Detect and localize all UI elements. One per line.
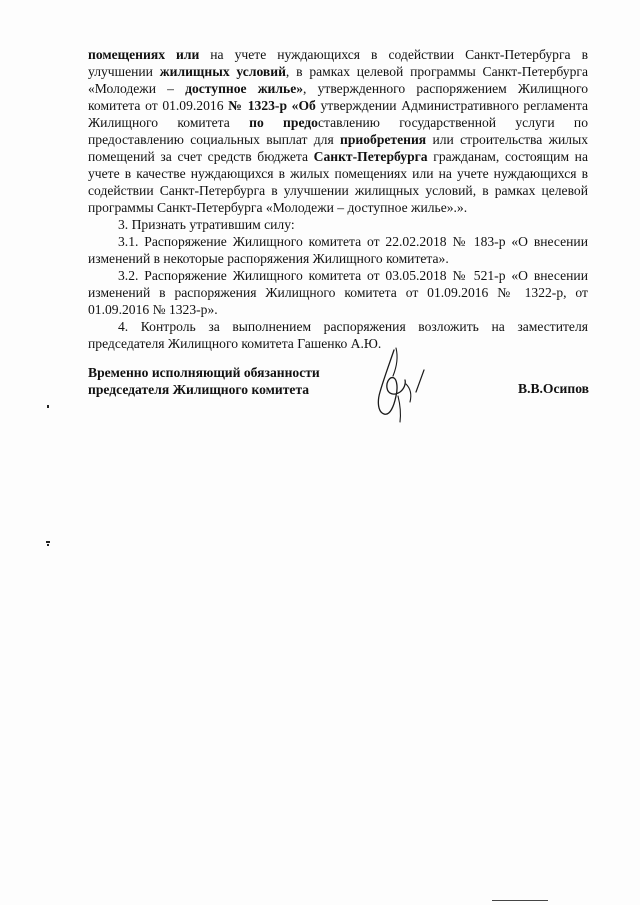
text-segment: утверждении Административного регламента Жилищного комитета (88, 98, 588, 130)
text-segment: Санкт-Петербурга (313, 149, 428, 164)
handwritten-signature (360, 344, 444, 424)
text-segment: , утвержденного распоряжением Жилищного комитета от 01.09.2016 (88, 81, 589, 113)
text-segment: жилищных условий (159, 64, 286, 79)
item-3-2: 3.2. Распоряжение Жилищного комитета от 03.05.2018 № 521-р «О внесении изменений в распоряжения Жилищного комитета от 01.09.2016 № 1322-р, от 01.09.2016 № 1323-р». (88, 268, 588, 317)
scan-speck (46, 541, 50, 543)
item-3-1: 3.1. Распоряжение Жилищного комитета от 22.02.2018 № 183-р «О внесении изменений в некоторые распоряжения Жилищного комитета». (88, 234, 588, 266)
text-segment: или строительства жилых помещений за счет средств бюджета (88, 132, 588, 164)
text-segment: помещениях или (88, 47, 200, 62)
signatory-title (88, 364, 320, 398)
signatory-name: В.В.Осипов (518, 381, 590, 396)
item-4: 4. Контроль за выполнением распоряжения возложить на заместителя председателя Жилищного комитета Гашенко А.Ю. (88, 319, 588, 351)
text-segment: доступное жилье» (185, 81, 304, 96)
text-segment: ставлению государственной услуги по предоставлению социальных выплат для (88, 115, 588, 147)
text-segment: гражданам, состоящим на учете в качестве нуждающихся в жилых помещениях или на учете нуждающихся в содействии Санкт-Петербурга в улучшении жилищных условий, в рамках целевой программы Санкт-Петербурга «Молодежи – доступное жилье».». (88, 149, 588, 215)
document-body (88, 46, 588, 352)
text-segment: , в рамках целевой программы Санкт-Петербурга «Молодежи – (88, 64, 588, 96)
text-segment: № 1323-р «Об (228, 98, 316, 113)
scan-edge-line (492, 900, 548, 901)
signatory-line-2: председателя Жилищного комитета (88, 382, 310, 397)
text-segment: на учете нуждающихся в содействии Санкт-Петербурга в улучшении (88, 47, 588, 79)
scan-speck (47, 405, 49, 408)
text-segment: по предо (249, 115, 318, 130)
signatory-line-1: Временно исполняющий обязанности (88, 365, 320, 380)
text-segment: приобретения (340, 132, 427, 147)
paragraph-continuation (88, 46, 588, 216)
scan-speck (47, 544, 49, 546)
item-3: 3. Признать утратившим силу: (118, 217, 295, 232)
